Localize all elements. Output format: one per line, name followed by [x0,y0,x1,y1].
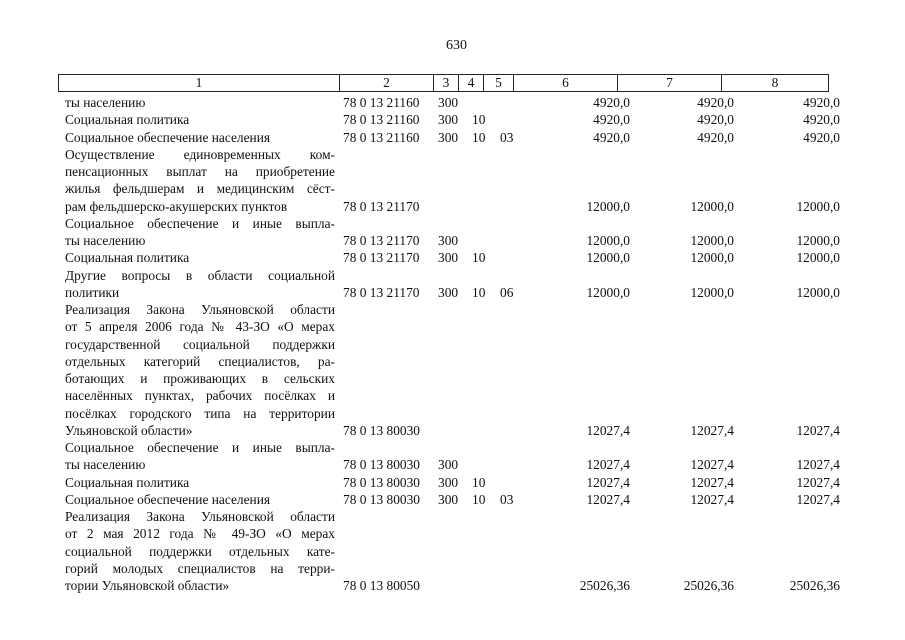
row-section: 10 [472,250,486,266]
row-name: государственной социальной поддержки [65,336,335,352]
row-code: 78 0 13 80030 [343,422,420,438]
row-name: посёлках городского типа на территории [65,405,335,421]
row-value-col6: 25026,36 [579,578,630,593]
row-subsection: 06 [500,284,514,300]
row-value-col6: 4920,0 [593,112,630,128]
row-expense-type: 300 [438,474,459,490]
row-value-col6: 12000,0 [586,198,630,214]
column-header-1: 1 [59,75,340,92]
row-value-col8: 4920,0 [803,112,840,128]
table-row [0,301,905,318]
column-header-3: 3 [434,75,459,92]
row-value-col6: 12027,4 [586,491,630,507]
row-value-col8: 4920,0 [803,95,840,110]
row-value-col8: 12027,4 [796,474,840,490]
table-row [0,94,905,111]
row-expense-type: 300 [438,491,459,507]
row-value-col8: 25026,36 [789,578,840,593]
row-name: ты населению [65,233,146,248]
row-name: политики [65,284,120,300]
column-header-table [58,74,829,92]
row-code: 78 0 13 80030 [343,457,420,473]
row-section: 10 [472,491,486,507]
row-expense-type: 300 [438,250,459,266]
table-row [0,284,905,301]
row-name: населённых пунктах, рабочих посёлках и [65,388,335,404]
row-code: 78 0 13 21170 [343,250,420,266]
row-code: 78 0 13 21170 [343,284,420,300]
row-value-col6: 12027,4 [586,474,630,490]
row-value-col7: 4920,0 [697,129,734,145]
row-name: Социальное обеспечение населения [65,491,271,507]
row-code: 78 0 13 80050 [343,578,420,593]
row-name: тории Ульяновской области» [65,578,230,593]
row-value-col7: 12000,0 [690,198,734,214]
row-name: Социальное обеспечение и иные выпла- [65,440,335,455]
row-code: 78 0 13 21170 [343,198,420,214]
table-row [0,560,905,577]
row-value-col7: 12027,4 [690,457,734,473]
row-subsection: 03 [500,129,514,145]
row-name: ты населению [65,457,146,473]
table-row [0,387,905,404]
table-row [0,163,905,180]
row-expense-type: 300 [438,129,459,145]
row-section: 10 [472,129,486,145]
row-name: ботающих и проживающих в сельских [65,371,335,386]
row-code: 78 0 13 80030 [343,474,420,490]
row-value-col8: 12027,4 [796,491,840,507]
row-value-col6: 12027,4 [586,457,630,473]
row-name: жилья фельдшерам и медицинским сёст- [65,181,335,197]
row-value-col7: 12027,4 [690,422,734,438]
row-code: 78 0 13 21170 [343,233,420,248]
table-row [0,525,905,542]
column-header-6: 6 [514,75,618,92]
row-code: 78 0 13 80030 [343,491,420,507]
row-value-col8: 12027,4 [796,457,840,473]
row-name: от 2 мая 2012 года № 49-ЗО «О мерах [65,526,335,542]
table-row [0,353,905,370]
row-code: 78 0 13 21160 [343,129,420,145]
row-value-col7: 12000,0 [690,250,734,266]
table-row [0,111,905,128]
row-name: Реализация Закона Ульяновской области [65,302,335,317]
row-value-col7: 4920,0 [697,112,734,128]
row-section: 10 [472,112,486,128]
table-row [0,336,905,353]
column-header-4: 4 [459,75,484,92]
row-name: Социальное обеспечение населения [65,129,271,145]
row-value-col8: 12000,0 [796,250,840,266]
table-row [0,543,905,560]
row-value-col7: 25026,36 [683,578,734,593]
table-row [0,146,905,163]
row-name: Реализация Закона Ульяновской области [65,509,335,524]
row-value-col6: 12000,0 [586,250,630,266]
row-expense-type: 300 [438,233,459,248]
table-row [0,198,905,215]
table-row [0,180,905,197]
table-row [0,129,905,146]
row-name: Ульяновской области» [65,422,193,438]
row-expense-type: 300 [438,112,459,128]
column-header-8: 8 [722,75,829,92]
row-code: 78 0 13 21160 [343,112,420,128]
table-row [0,422,905,439]
table-row [0,439,905,456]
table-row [0,405,905,422]
row-value-col6: 12000,0 [586,284,630,300]
column-header-2: 2 [340,75,434,92]
row-name: социальной поддержки отдельных кате- [65,543,335,559]
table-row [0,456,905,473]
row-value-col7: 12000,0 [690,233,734,248]
table-row [0,491,905,508]
table-row [0,232,905,249]
row-section: 10 [472,284,486,300]
row-value-col6: 12000,0 [586,233,630,248]
row-value-col8: 12027,4 [796,422,840,438]
row-value-col7: 12027,4 [690,474,734,490]
row-value-col6: 4920,0 [593,95,630,110]
row-name: горий молодых специалистов на терри- [65,560,335,576]
row-name: Осуществление единовременных ком- [65,146,335,162]
row-value-col7: 12027,4 [690,491,734,507]
table-row [0,508,905,525]
row-name: Социальное обеспечение и иные выпла- [65,215,335,231]
column-header-row [59,75,829,92]
row-value-col8: 12000,0 [796,198,840,214]
page-number: 630 [446,38,467,53]
row-value-col7: 12000,0 [690,284,734,300]
column-header-7: 7 [618,75,722,92]
table-row [0,215,905,232]
table-row [0,267,905,284]
row-name: от 5 апреля 2006 года № 43-ЗО «О мерах [65,319,335,335]
row-name: ты населению [65,95,146,110]
row-subsection: 03 [500,491,514,507]
row-value-col8: 12000,0 [796,233,840,248]
table-row [0,577,905,594]
column-header-5: 5 [484,75,514,92]
row-value-col6: 4920,0 [593,129,630,145]
row-value-col8: 12000,0 [796,284,840,300]
row-name: Социальная политика [65,474,190,490]
row-section: 10 [472,474,486,490]
table-row [0,370,905,387]
row-expense-type: 300 [438,284,459,300]
row-name: пенсационных выплат на приобретение [65,164,335,179]
row-value-col8: 4920,0 [803,129,840,145]
row-code: 78 0 13 21160 [343,95,420,110]
row-value-col7: 4920,0 [697,95,734,110]
row-name: Социальная политика [65,112,190,128]
row-value-col6: 12027,4 [586,422,630,438]
row-name: рам фельдшерско-акушерских пунктов [65,198,288,214]
row-name: Социальная политика [65,250,190,266]
row-name: Другие вопросы в области социальной [65,267,335,283]
row-name: отдельных категорий специалистов, ра- [65,353,335,369]
row-expense-type: 300 [438,95,459,110]
table-row [0,249,905,266]
row-expense-type: 300 [438,457,459,473]
table-row [0,474,905,491]
table-row [0,318,905,335]
